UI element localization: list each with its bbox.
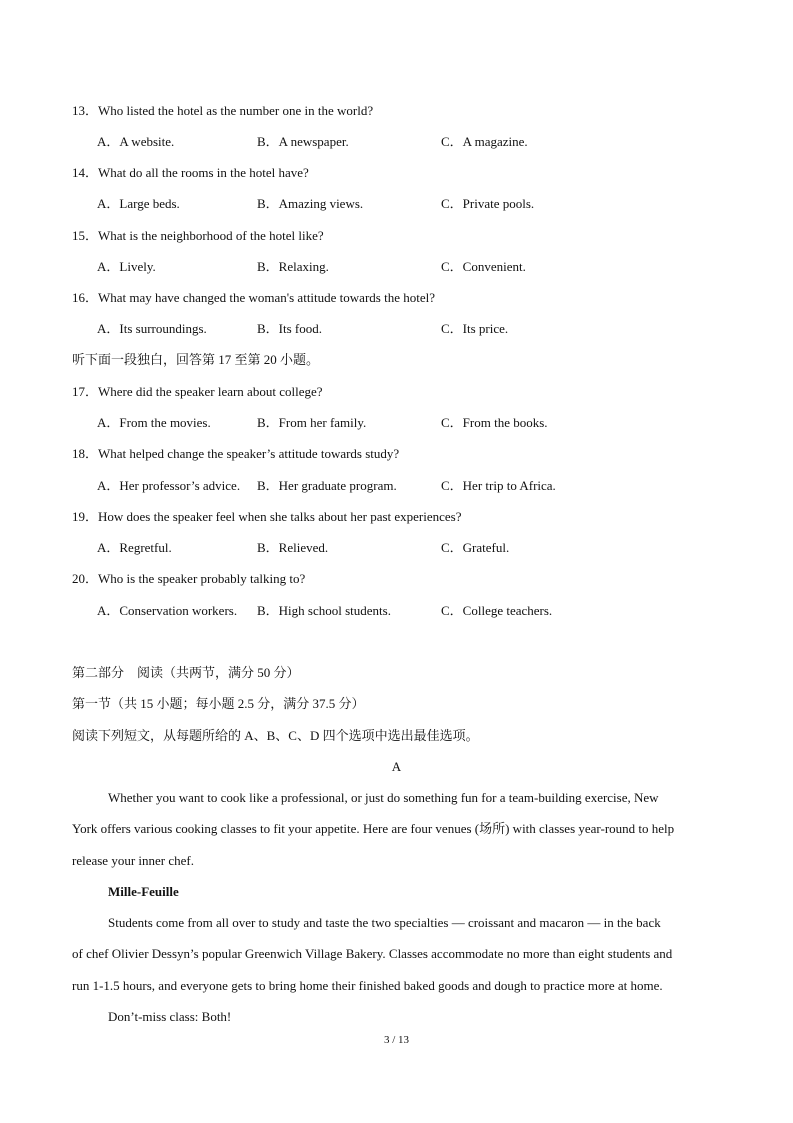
page-number: 3 / 13 [383,1034,410,1046]
intro-line-3: release your inner chef. [72,853,194,868]
option-15-a: A．Lively. [97,259,156,274]
option-18-c: C．Her trip to Africa. [441,478,556,493]
option-16-c: C．Its price. [441,321,509,336]
option-14-c: C．Private pools. [441,196,535,211]
question-15: 15．What is the neighborhood of the hotel like? [72,228,324,243]
option-17-b: B．From her family. [257,415,367,430]
part2-title: 第二部分 阅读（共两节，满分 50 分） [72,665,300,680]
question-14: 14．What do all the rooms in the hotel have? [72,165,309,180]
reading-instruction: 阅读下列短文，从每题所给的 A、B、C、D 四个选项中选出最佳选项。 [72,728,479,743]
option-20-a: A．Conservation workers. [97,603,238,618]
option-16-a: A．Its surroundings. [97,321,207,336]
question-20: 20．Who is the speaker probably talking to? [72,571,306,586]
option-15-b: B．Relaxing. [257,259,329,274]
option-16-b: B．Its food. [257,321,323,336]
option-20-c: C．College teachers. [441,603,553,618]
venue-line-3: run 1-1.5 hours, and everyone gets to bring home their finished baked goods and dough to practice more at home. [72,978,663,993]
dont-miss-class: Don’t-miss class: Both! [108,1009,232,1024]
question-16: 16．What may have changed the woman's attitude towards the hotel? [72,290,435,305]
passage-letter: A [391,759,402,774]
option-17-a: A．From the movies. [97,415,211,430]
option-13-c: C．A magazine. [441,134,528,149]
option-13-b: B．A newspaper. [257,134,349,149]
option-19-c: C．Grateful. [441,540,510,555]
question-17: 17．Where did the speaker learn about college? [72,384,323,399]
venue-line-2: of chef Olivier Dessyn’s popular Greenwich Village Bakery. Classes accommodate no more than eight students and [72,946,673,961]
option-15-c: C．Convenient. [441,259,526,274]
question-13: 13．Who listed the hotel as the number one in the world? [72,103,374,118]
intro-line-2: York offers various cooking classes to fit your appetite. Here are four venues (场所) with classes year-round to help [72,821,675,836]
monologue-instruction: 听下面一段独白，回答第 17 至第 20 小题。 [72,352,320,367]
venue-title: Mille-Feuille [108,884,179,899]
option-14-a: A．Large beds. [97,196,180,211]
option-19-b: B．Relieved. [257,540,329,555]
option-19-a: A．Regretful. [97,540,172,555]
section1-title: 第一节（共 15 小题；每小题 2.5 分，满分 37.5 分） [72,696,365,711]
venue-line-1: Students come from all over to study and taste the two specialties — croissant and macaron — in the back [108,915,661,930]
option-13-a: A．A website. [97,134,175,149]
question-19: 19．How does the speaker feel when she talks about her past experiences? [72,509,462,524]
option-17-c: C．From the books. [441,415,548,430]
option-18-b: B．Her graduate program. [257,478,397,493]
intro-line-1: Whether you want to cook like a professional, or just do something fun for a team-building exercise, New [108,790,659,805]
option-18-a: A．Her professor’s advice. [97,478,241,493]
question-18: 18．What helped change the speaker’s attitude towards study? [72,446,400,461]
option-20-b: B．High school students. [257,603,391,618]
option-14-b: B．Amazing views. [257,196,364,211]
